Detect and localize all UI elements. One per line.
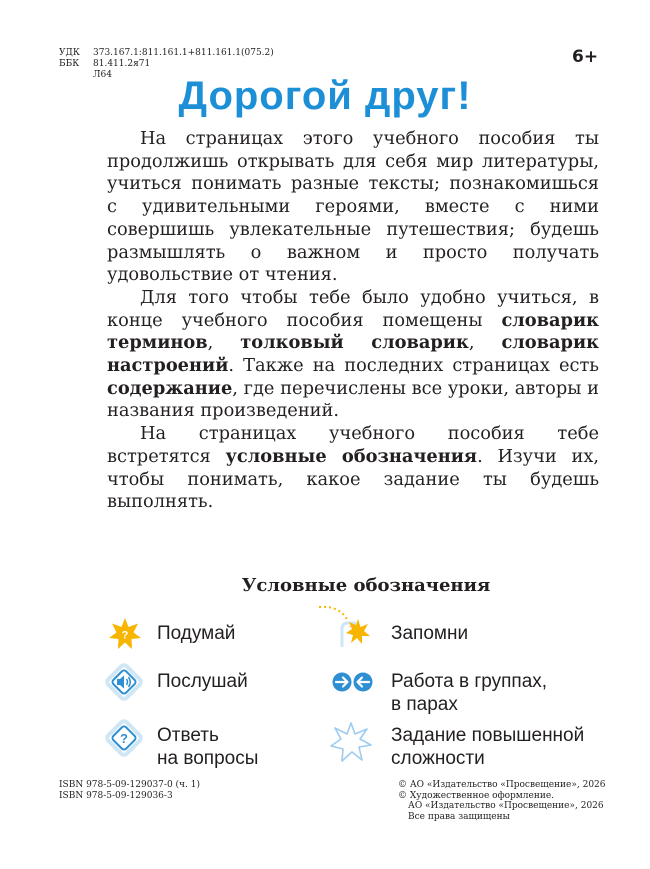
bold-term: содержание xyxy=(107,377,233,399)
bold-term: толковый словарик xyxy=(240,332,469,354)
remember-icon xyxy=(316,603,376,653)
legend-label-listen: Послушай xyxy=(157,671,248,692)
legend-label-hard-task-line2: сложности xyxy=(391,748,485,769)
age-rating: 6+ xyxy=(572,47,599,67)
copyright-line-2: © Художественное оформление. xyxy=(398,790,555,801)
text-run: На страницах этого учебного пособия ты продолжишь открывать для себя мир литературы, учиться понимать разные тексты; познакомишься с удивительными героями, вместе с ними совершишь увлекательные путешествия; будешь размышлять о важном и просто получать удовольствие от чтения. xyxy=(107,128,599,286)
legend-label-questions-line1: Ответь xyxy=(157,725,219,746)
author-mark: Л64 xyxy=(93,70,112,80)
bbk-value: 81.411.2я71 xyxy=(93,59,151,69)
legend-item-listen xyxy=(157,670,248,693)
text-run: . Изучи их, чтобы понимать, какое задание ты будешь выполнять. xyxy=(107,445,600,513)
legend-item-hard-task xyxy=(391,724,584,770)
legend-label-group-work-line1: Работа в группах, xyxy=(391,671,548,692)
think-icon xyxy=(108,617,142,651)
legend-label-hard-task-line1: Задание повышенной xyxy=(391,725,585,746)
text-run: , xyxy=(468,332,502,354)
legend-label-think: Подумай xyxy=(157,623,236,644)
group-work-icon xyxy=(331,671,375,693)
udk-label: УДК xyxy=(59,48,80,58)
svg-text:?: ? xyxy=(121,629,129,642)
bbk-label: ББК xyxy=(59,59,80,69)
listen-icon xyxy=(103,661,145,703)
legend-label-group-work-line2: в парах xyxy=(391,694,458,715)
isbn-part: ISBN 978-5-09-129037-0 (ч. 1) xyxy=(59,780,200,790)
legend-label-questions-line2: на вопросы xyxy=(157,748,259,769)
text-run: , где перечислены все уроки, авторы и названия произведений. xyxy=(107,377,599,422)
bold-term: словарик терминов xyxy=(107,309,599,354)
paragraph-3 xyxy=(107,423,599,514)
page-title: Дорогой друг! xyxy=(178,74,472,118)
copyright-line-1: © АО «Издательство «Просвещение», 2026 xyxy=(398,780,606,790)
bold-term: условные обозначения xyxy=(225,445,478,467)
intro-text xyxy=(107,128,599,514)
copyright-line-4: Все права защищены xyxy=(408,811,510,822)
copyright-block xyxy=(398,780,606,822)
svg-text:?: ? xyxy=(120,731,128,746)
text-run: Для того чтобы тебе было удобно учиться, в конце учебного пособия помещены xyxy=(107,286,599,331)
legend-label-remember: Запомни xyxy=(391,623,469,644)
legend-item-remember xyxy=(391,622,468,645)
legend-title: Условные обозначения xyxy=(241,575,491,596)
hard-task-icon xyxy=(329,720,373,764)
text-run: , xyxy=(207,332,241,354)
legend-item-think xyxy=(157,622,235,645)
isbn-block xyxy=(59,780,200,801)
paragraph-1 xyxy=(107,128,599,287)
copyright-line-3: АО «Издательство «Просвещение», 2026 xyxy=(408,801,604,811)
question-icon xyxy=(103,717,145,759)
bold-term: словарик настроений xyxy=(107,332,599,377)
udk-value: 373.167.1:811.161.1+811.161.1(075.2) xyxy=(93,48,274,58)
text-run: На страницах учебного пособия тебе встретятся xyxy=(107,423,599,467)
legend-item-questions xyxy=(157,724,258,770)
isbn-set: ISBN 978-5-09-129036-3 xyxy=(59,790,173,801)
paragraph-2 xyxy=(107,287,599,423)
legend-item-group-work xyxy=(391,670,547,716)
text-run: . Также на последних страницах есть xyxy=(228,355,599,377)
